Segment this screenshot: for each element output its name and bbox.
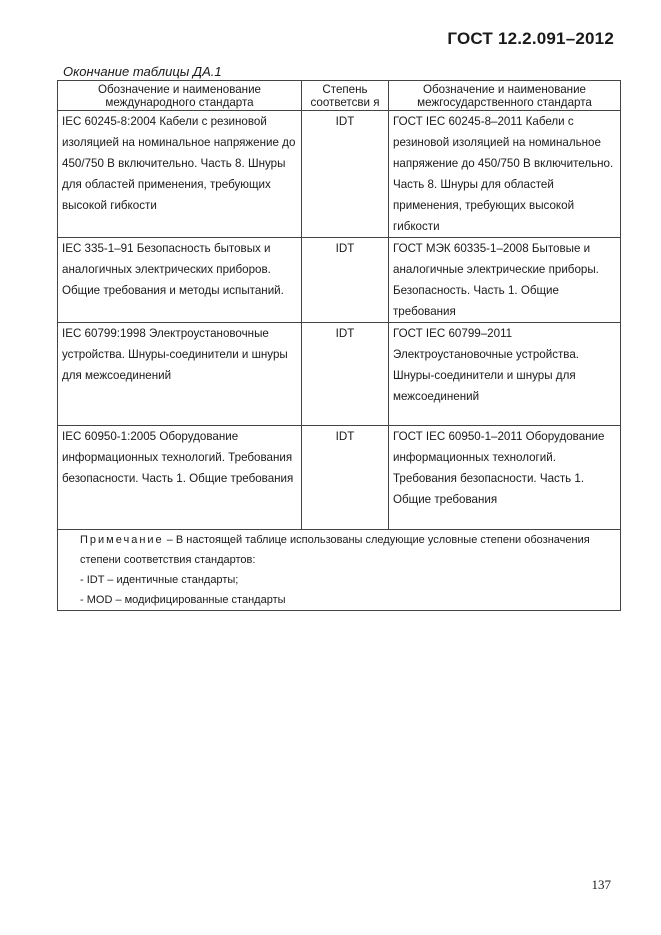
gost-standard-cell: ГОСТ МЭК 60335-1–2008 Бытовые и аналогичные электрические приборы. Безопасность. Часть 1. Общие требования (389, 238, 621, 323)
note-item-mod: - MOD – модифицированные стандарты (80, 594, 286, 606)
table-caption: Окончание таблицы ДА.1 (63, 64, 222, 79)
standards-table (57, 80, 621, 611)
page-number: 137 (591, 877, 611, 892)
note-label: Примечание (80, 534, 164, 546)
gost-standard-cell: ГОСТ IEC 60799–2011 Электроустановочные устройства. Шнуры-соединители и шнуры для межсоединений (389, 323, 621, 426)
note-item-idt: - IDT – идентичные стандарты; (80, 574, 239, 586)
note-paragraph (62, 530, 616, 570)
table-row (58, 426, 621, 530)
intl-standard-cell: IEC 335-1–91 Безопасность бытовых и аналогичных электрических приборов. Общие требования и методы испытаний. (58, 238, 302, 323)
degree-cell: IDT (302, 426, 389, 530)
gost-standard-cell: ГОСТ IEC 60245-8–2011 Кабели с резиновой изоляцией на номинальное напряжение до 450/750 В включительно. Часть 8. Шнуры для областей применения, требующих высокой гибкости (389, 111, 621, 238)
table-row (58, 238, 621, 323)
degree-cell: IDT (302, 323, 389, 426)
header-gost-standard: Обозначение и наименование межгосударственного стандарта (389, 81, 621, 111)
intl-standard-cell: IEC 60950-1:2005 Оборудование информационных технологий. Требования безопасности. Часть 1. Общие требования (58, 426, 302, 530)
degree-cell: IDT (302, 111, 389, 238)
intl-standard-cell: IEC 60799:1998 Электроустановочные устройства. Шнуры-соединители и шнуры для межсоединений (58, 323, 302, 426)
intl-standard-cell: IEC 60245-8:2004 Кабели с резиновой изоляцией на номинальное напряжение до 450/750 В включительно. Часть 8. Шнуры для областей применения, требующих высокой гибкости (58, 111, 302, 238)
table-row (58, 323, 621, 426)
note-cell (58, 530, 621, 611)
table-row (58, 111, 621, 238)
note-row (58, 530, 621, 611)
header-intl-standard: Обозначение и наименование международного стандарта (58, 81, 302, 111)
document-code: ГОСТ 12.2.091–2012 (447, 29, 614, 48)
table-header-row (58, 81, 621, 111)
header-degree: Степень соответсви я (302, 81, 389, 111)
gost-standard-cell: ГОСТ IEC 60950-1–2011 Оборудование информационных технологий. Требования безопасности. Часть 1. Общие требования (389, 426, 621, 530)
note-text: – В настоящей таблице использованы следующие условные степени обозначения степени соответствия стандартов: (80, 534, 590, 566)
degree-cell: IDT (302, 238, 389, 323)
